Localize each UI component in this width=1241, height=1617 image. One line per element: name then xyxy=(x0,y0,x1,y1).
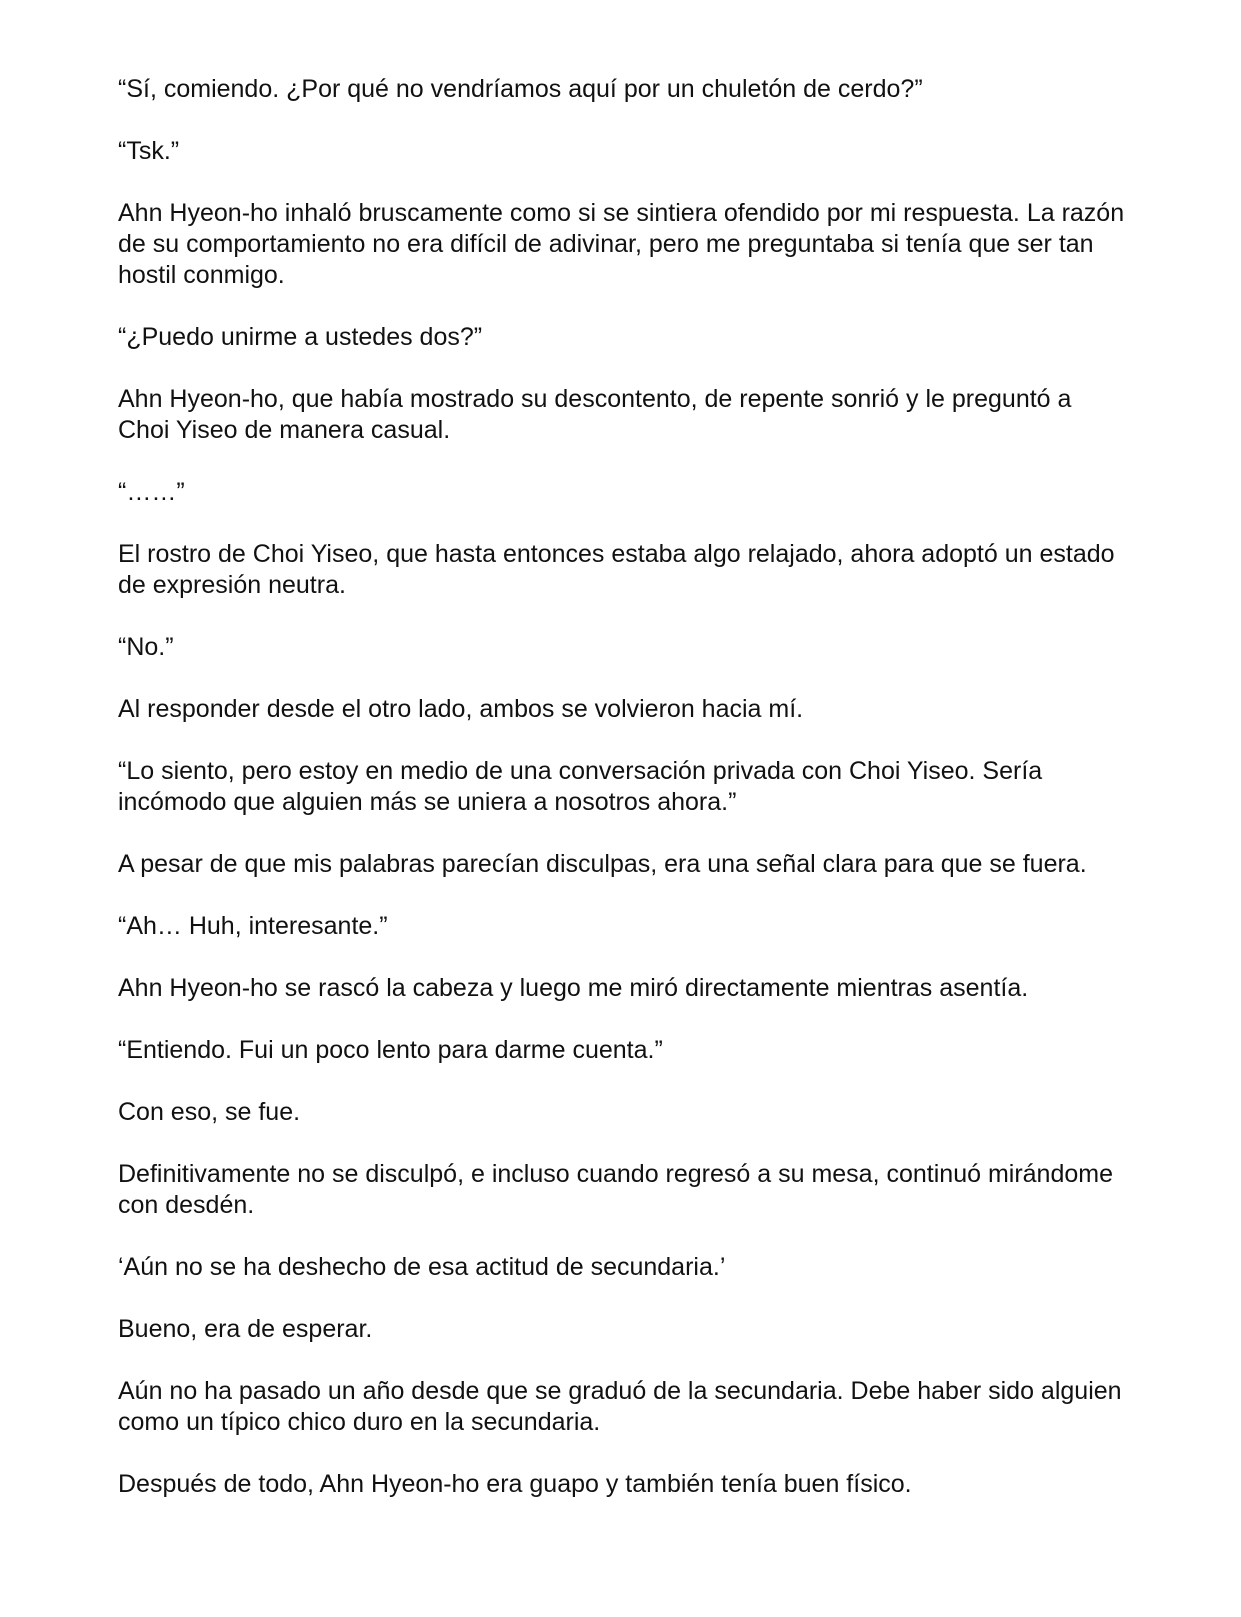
paragraph: “¿Puedo unirme a ustedes dos?” xyxy=(118,323,483,351)
paragraph: Ahn Hyeon-ho inhaló bruscamente como si se sintiera ofendido por mi respuesta. La razón de su comportamiento no era difícil de adivinar, pero me preguntaba si tenía que ser tan hostil conmigo. xyxy=(118,199,1125,289)
paragraph: Bueno, era de esperar. xyxy=(118,1315,373,1343)
paragraph: Aún no ha pasado un año desde que se graduó de la secundaria. Debe haber sido alguien como un típico chico duro en la secundaria. xyxy=(118,1377,1122,1436)
paragraph: “Entiendo. Fui un poco lento para darme cuenta.” xyxy=(118,1036,663,1064)
paragraph: El rostro de Choi Yiseo, que hasta entonces estaba algo relajado, ahora adoptó un estado de expresión neutra. xyxy=(118,540,1115,599)
paragraph: Con eso, se fue. xyxy=(118,1098,301,1126)
paragraph: “……” xyxy=(118,478,185,506)
paragraph: “Lo siento, pero estoy en medio de una conversación privada con Choi Yiseo. Sería incómodo que alguien más se uniera a nosotros ahora.” xyxy=(118,757,1043,816)
paragraph: A pesar de que mis palabras parecían disculpas, era una señal clara para que se fuera. xyxy=(118,850,1087,878)
paragraph: “No.” xyxy=(118,633,174,661)
paragraph: “Sí, comiendo. ¿Por qué no vendríamos aquí por un chuletón de cerdo?” xyxy=(118,75,923,103)
paragraph: ‘Aún no se ha deshecho de esa actitud de secundaria.’ xyxy=(118,1253,726,1281)
paragraph: Ahn Hyeon-ho, que había mostrado su descontento, de repente sonrió y le preguntó a Choi Yiseo de manera casual. xyxy=(118,385,1072,444)
document-body xyxy=(118,74,1128,1531)
paragraph: Después de todo, Ahn Hyeon-ho era guapo y también tenía buen físico. xyxy=(118,1470,912,1498)
paragraph: “Tsk.” xyxy=(118,137,180,165)
paragraph: Ahn Hyeon-ho se rascó la cabeza y luego me miró directamente mientras asentía. xyxy=(118,974,1029,1002)
paragraph: Al responder desde el otro lado, ambos se volvieron hacia mí. xyxy=(118,695,804,723)
paragraph: “Ah… Huh, interesante.” xyxy=(118,912,388,940)
paragraph: Definitivamente no se disculpó, e incluso cuando regresó a su mesa, continuó mirándome con desdén. xyxy=(118,1160,1113,1219)
